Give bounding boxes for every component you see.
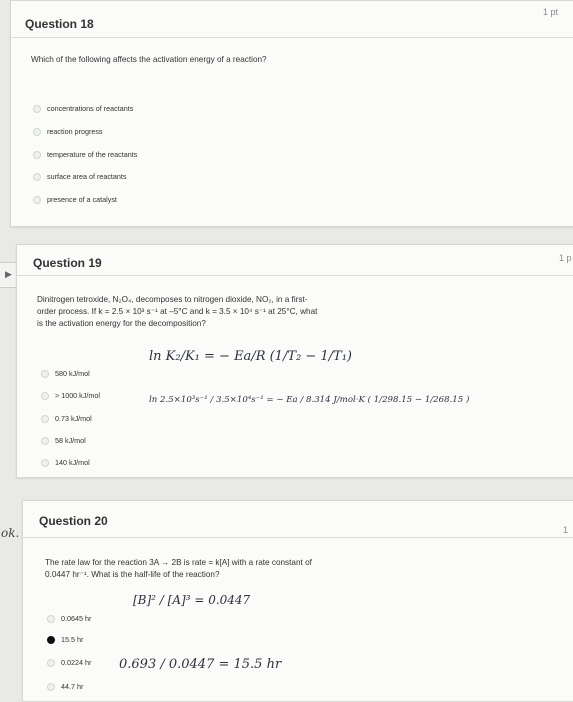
choice-label: 140 kJ/mol [55, 458, 90, 467]
question-points: 1 [563, 525, 569, 535]
handwritten-margin-mark: ok. [1, 526, 20, 540]
divider [17, 275, 573, 276]
choice-item[interactable] [33, 104, 133, 113]
choice-label: 15.5 hr [61, 635, 84, 644]
radio-button[interactable] [47, 683, 55, 691]
radio-button[interactable] [47, 659, 55, 667]
question-19-card [16, 244, 573, 478]
radio-button[interactable] [41, 459, 49, 467]
choice-label: 58 kJ/mol [55, 436, 86, 445]
question-prompt-line: order process. If k = 2.5 × 10³ s⁻¹ at –5°C and k = 3.5 × 10⁴ s⁻¹ at 25°C, what [37, 307, 318, 316]
choice-label: 0.0645 hr [61, 614, 92, 623]
choice-label: > 1000 kJ/mol [55, 391, 100, 400]
question-title: Question 19 [33, 256, 102, 270]
question-18-card [10, 0, 573, 227]
radio-button[interactable] [41, 415, 49, 423]
handwritten-equation: ln 2.5×10³s⁻¹ / 3.5×10⁴s⁻¹ = − Ea / 8.314 J/mol·K ( 1/298.15 − 1/268.15 ) [149, 395, 470, 405]
radio-button[interactable] [33, 105, 41, 113]
choice-label: 0.73 kJ/mol [55, 414, 92, 423]
radio-button[interactable] [41, 370, 49, 378]
question-points: 1 p [559, 253, 572, 263]
radio-button[interactable] [33, 196, 41, 204]
choice-label: 580 kJ/mol [55, 369, 90, 378]
choice-item[interactable] [47, 658, 91, 667]
choice-label: 0.0224 hr [61, 658, 92, 667]
choice-item[interactable] [41, 436, 86, 445]
handwritten-equation: [B]² / [A]³ = 0.0447 [133, 593, 251, 607]
choice-item[interactable] [47, 635, 83, 644]
question-20-card [22, 500, 573, 702]
question-title: Question 18 [25, 17, 94, 31]
choice-item[interactable] [41, 414, 92, 423]
choice-item[interactable] [33, 195, 117, 204]
question-prompt: Which of the following affects the activation energy of a reaction? [31, 55, 267, 64]
choice-label: presence of a catalyst [47, 195, 117, 204]
radio-button[interactable] [47, 615, 55, 623]
question-points: 1 pt [543, 7, 559, 17]
handwritten-equation: ln K₂/K₁ = − Ea/R (1/T₂ − 1/T₁) [149, 349, 352, 364]
radio-button[interactable] [41, 392, 49, 400]
radio-button[interactable] [41, 437, 49, 445]
question-prompt-line: Dinitrogen tetroxide, N₂O₄, decomposes to nitrogen dioxide, NO₂, in a first- [37, 295, 308, 304]
choice-item[interactable] [47, 682, 83, 691]
choice-label: concentrations of reactants [47, 104, 134, 113]
choice-item[interactable] [41, 458, 90, 467]
choice-item[interactable] [41, 391, 100, 400]
divider [23, 537, 573, 538]
question-prompt-line: The rate law for the reaction 3A → 2B is rate = k[A] with a rate constant of [45, 558, 312, 567]
choice-item[interactable] [47, 614, 91, 623]
handwritten-equation: 0.693 / 0.0447 = 15.5 hr [119, 657, 282, 672]
radio-button[interactable] [33, 173, 41, 181]
radio-button[interactable] [33, 151, 41, 159]
choice-item[interactable] [33, 172, 127, 181]
divider [11, 37, 573, 38]
radio-button-selected[interactable] [47, 636, 55, 644]
question-prompt-line: is the activation energy for the decomposition? [37, 319, 206, 328]
choice-label: temperature of the reactants [47, 150, 138, 159]
choice-item[interactable] [41, 369, 90, 378]
question-title: Question 20 [39, 514, 108, 528]
choice-label: reaction progress [47, 127, 103, 136]
choice-item[interactable] [33, 127, 103, 136]
question-prompt-line: 0.0447 hr⁻¹. What is the half-life of the reaction? [45, 570, 220, 579]
choice-item[interactable] [33, 150, 137, 159]
radio-button[interactable] [33, 128, 41, 136]
play-arrow-icon: ▶ [5, 269, 12, 279]
choice-label: 44.7 hr [61, 682, 84, 691]
choice-label: surface area of reactants [47, 172, 127, 181]
